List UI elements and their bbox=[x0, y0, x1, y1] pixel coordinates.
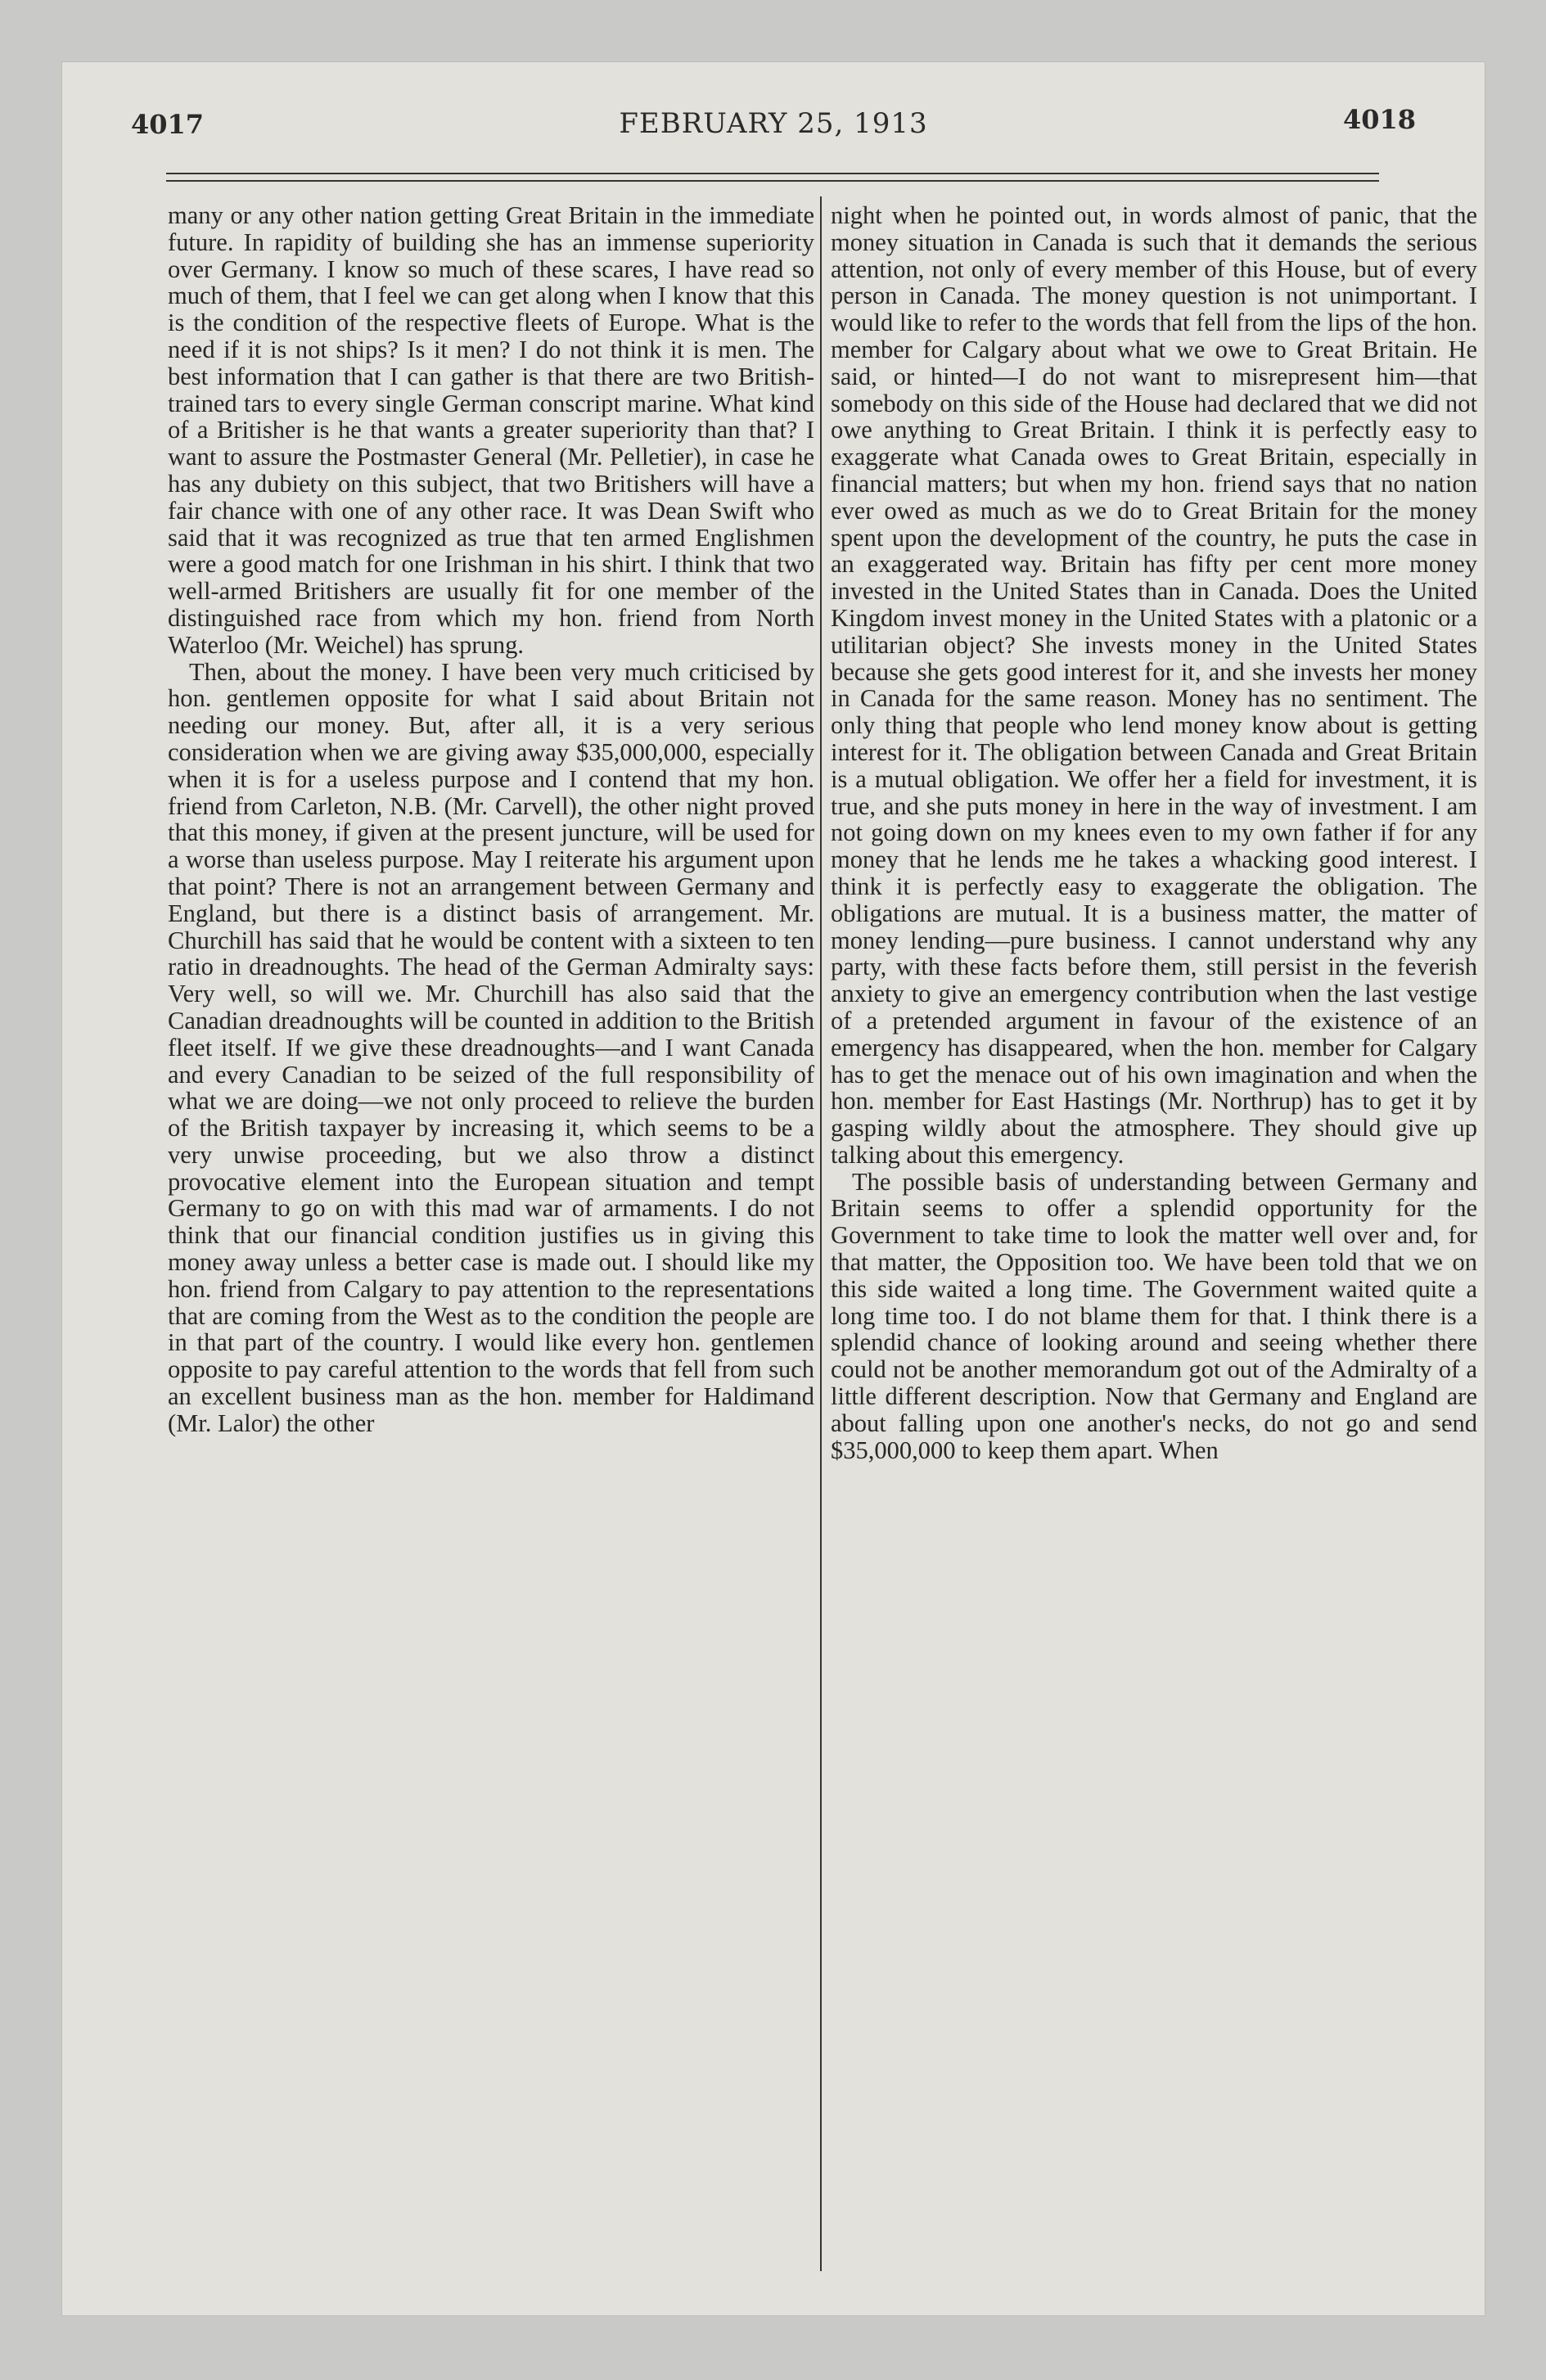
right-paragraph-2: The possible basis of understanding between Germany and Britain seems to offer a splendid opportunity for the Government to take time to look the matter well over and, for that matter, the Opposition too. We have been told that we on this side waited a long time. The Government waited quite a long time too. I do not blame them for that. I think there is a splendid chance of looking around and seeing whether there could not be another memorandum got out of the Admiralty of a little different description. Now that Germany and England are about falling upon one another's necks, do not go and send $35,000,000 to keep them apart. When bbox=[831, 1167, 1477, 1464]
page-number-left: 4017 bbox=[131, 109, 205, 140]
header-rule-top bbox=[166, 173, 1379, 174]
left-paragraph-2: Then, about the money. I have been very much criticised by hon. gentlemen opposite for what I said about Britain not needing our money. But, after all, it is a very serious consideration when we are giving away $35,000,000, especially when it is for a useless purpose and I contend that my hon. friend from Carleton, N.B. (Mr. Carvell), the other night proved that this money, if given at the present juncture, will be used for a worse than useless purpose. May I reiterate his argument upon that point? There is not an arrangement between Germany and England, but there is a distinct basis of arrangement. Mr. Churchill has said that he would be content with a sixteen to ten ratio in dreadnoughts. The head of the German Admiralty says: Very well, so will we. Mr. Churchill has also said that the Canadian dreadnoughts will be counted in addition to the British fleet itself. If we give these dreadnoughts—and I want Canada and every Canadian to be seized of the full responsibility of what we are doing—we not only proceed to relieve the burden of the British taxpayer by increasing it, which seems to be a very unwise proceeding, but we also throw a distinct provocative element into the European situation and tempt Germany to go on with this mad war of armaments. I do not think that our financial condition justifies us in giving this money away unless a better case is made out. I should like my hon. friend from Calgary to pay attention to the representations that are coming from the West as to the condition the people are in that part of the country. I would like every hon. gentlemen opposite to pay careful attention to the words that fell from such an excellent business man as the hon. member for Haldimand (Mr. Lalor) the other bbox=[168, 657, 814, 1437]
right-column bbox=[831, 202, 1477, 1463]
left-column bbox=[168, 202, 814, 1437]
page-header bbox=[61, 61, 1485, 225]
header-rule-bottom bbox=[166, 180, 1379, 182]
page-number-right: 4018 bbox=[1342, 104, 1416, 135]
right-paragraph-1: night when he pointed out, in words almost of panic, that the money situation in Canada is such that it demands the serious attention, not only of every member of this House, but of every person in Canada. The money question is not unimportant. I would like to refer to the words that fell from the lips of the hon. member for Calgary about what we owe to Great Britain. He said, or hinted—I do not want to misrepresent him—that somebody on this side of the House had declared that we did not owe anything to Great Britain. I think it is perfectly easy to exaggerate what Canada owes to Great Britain, especially in financial matters; but when my hon. friend says that no nation ever owed as much as we do to Great Britain for the money spent upon the development of the country, he puts the case in an exaggerated way. Britain has fifty per cent more money invested in the United States than in Canada. Does the United Kingdom invest money in the United States with a platonic or a utilitarian object? She invests money in the United States because she gets good interest for it, and she invests her money in Canada for the same reason. Money has no sentiment. The only thing that people who lend money know about is getting interest for it. The obligation between Canada and Great Britain is a mutual obligation. We offer her a field for investment, it is true, and she puts money in here in the way of investment. I am not going down on my knees even to my own father if for any money that he lends me he takes a whacking good interest. I think it is perfectly easy to exaggerate the obligation. The obligations are mutual. It is a business matter, the matter of money lending—pure business. I cannot understand why any party, with these facts before them, still persist in the feverish anxiety to give an emergency contribution when the last vestige of a pretended argument in favour of the existence of an emergency has disappeared, when the hon. member for Calgary has to get the menace out of his own imagination and when the hon. member for East Hastings (Mr. Northrup) has to get it by gasping wildly about the atmosphere. They should give up talking about this emergency. bbox=[831, 201, 1477, 1169]
left-paragraph-1: many or any other nation getting Great Britain in the immediate future. In rapidity of building she has an immense superiority over Germany. I know so much of these scares, I have read so much of them, that I feel we can get along when I know that this is the condition of the respective fleets of Europe. What is the need if it is not ships? Is it men? I do not think it is men. The best information that I can gather is that there are two British-trained tars to every single German conscript marine. What kind of a Britisher is he that wants a greater superiority than that? I want to assure the Postmaster General (Mr. Pelletier), in case he has any dubiety on this subject, that two Britishers will have a fair chance with one of any other race. It was Dean Swift who said that it was recognized as true that ten armed Englishmen were a good match for one Irishman in his shirt. I think that two well-armed Britishers are usually fit for one member of the distinguished race from which my hon. friend from North Waterloo (Mr. Weichel) has sprung. bbox=[168, 201, 814, 659]
page-date-title: FEBRUARY 25, 1913 bbox=[619, 107, 928, 140]
hansard-page bbox=[61, 61, 1485, 2316]
column-divider bbox=[820, 196, 822, 2271]
